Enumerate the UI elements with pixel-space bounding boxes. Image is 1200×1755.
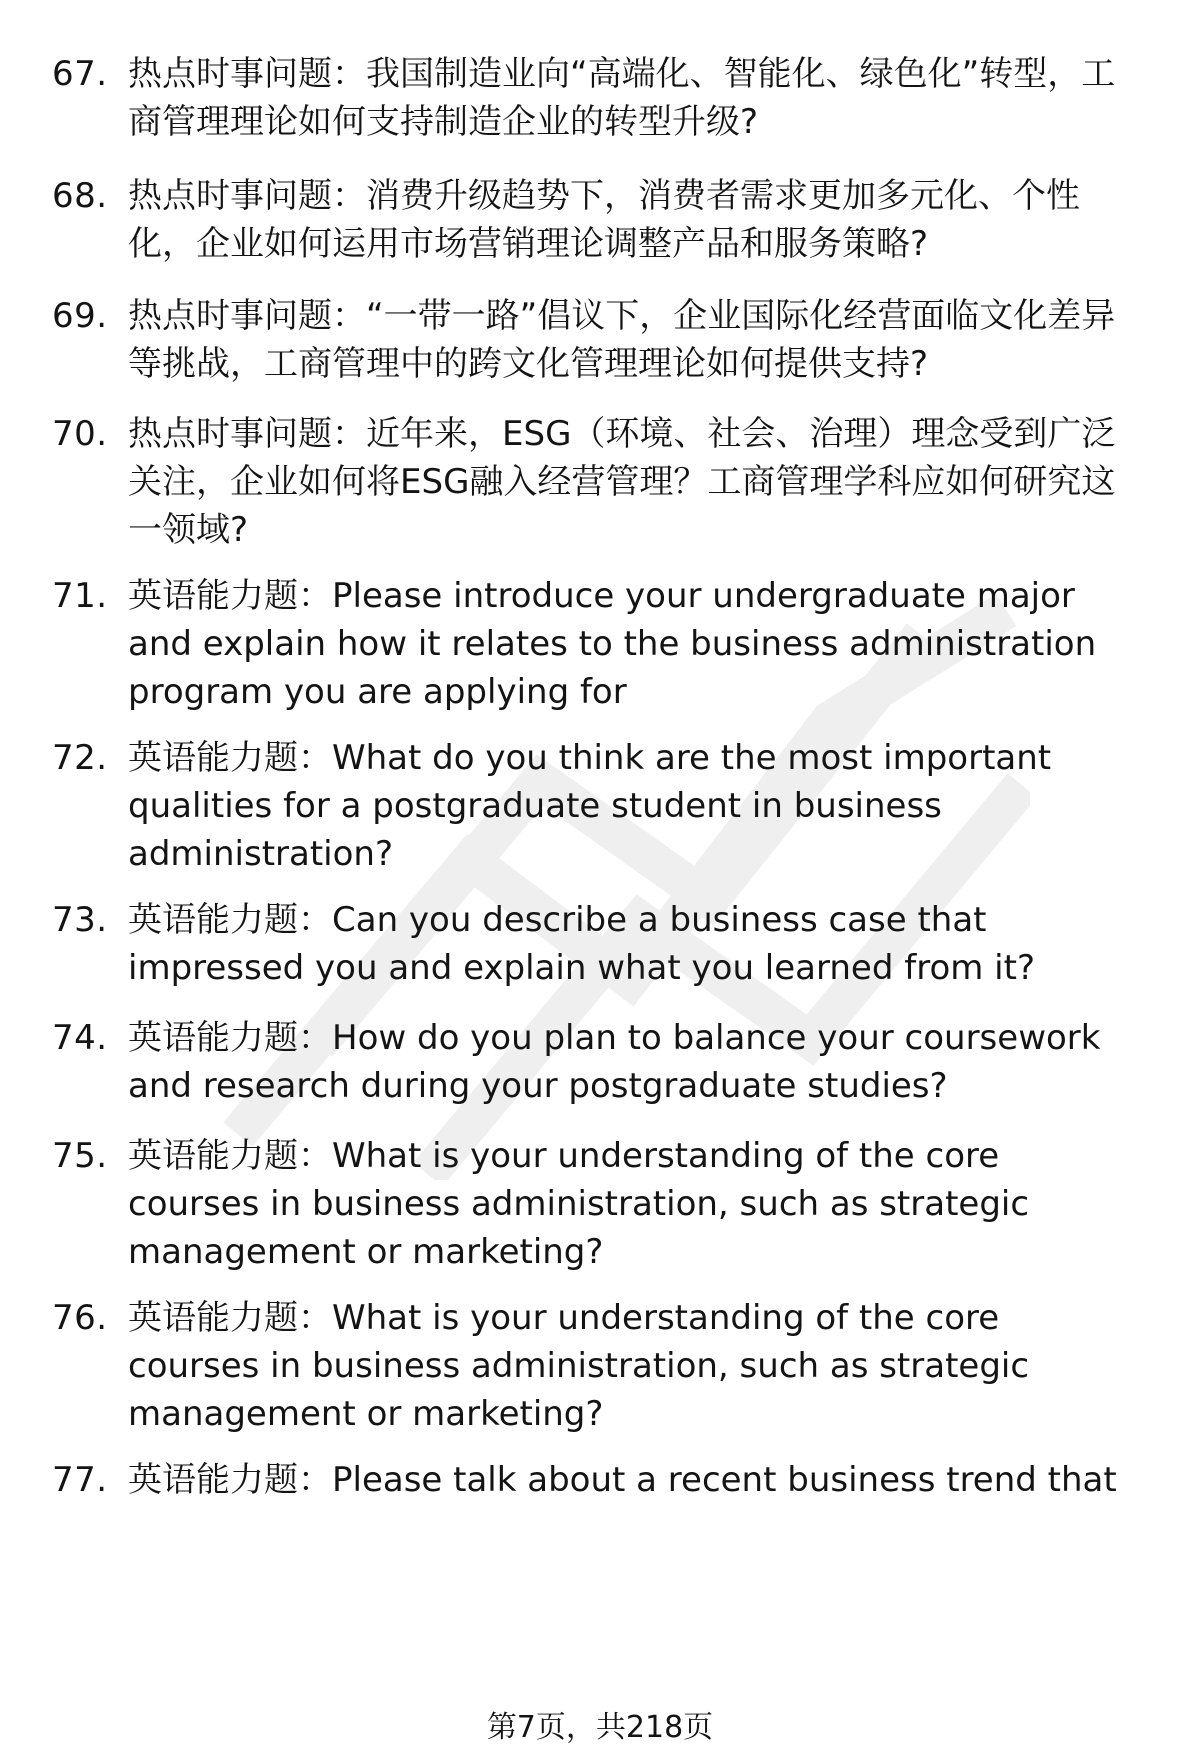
item-number: 74. [52,1018,108,1058]
item-text: 热点时事问题：“一带一路”倡议下，企业国际化经营面临文化差异等挑战，工商管理中的跨文化管理理论如何提供支持? [128,296,1116,384]
item-text: 英语能力题：What is your understanding of the core courses in business administration, such as strategic management or marketing? [128,1298,1030,1434]
item-number: 73. [52,900,108,940]
item-number: 67. [52,54,108,94]
item-number: 71. [52,576,108,616]
page-number-footer: 第7页，共218页 [486,1710,714,1745]
item-number: 70. [52,414,108,454]
item-text: 英语能力题：What do you think are the most important qualities for a postgraduate student in business administration? [128,738,1052,874]
item-text: 英语能力题：Please introduce your undergraduate major and explain how it relates to the business administration program you are applying for [128,576,1097,712]
item-text: 英语能力题：Please talk about a recent business trend that [128,1460,1117,1500]
item-number: 76. [52,1298,108,1338]
item-text: 英语能力题：What is your understanding of the core courses in business administration, such as strategic management or marketing? [128,1136,1030,1272]
item-number: 75. [52,1136,108,1176]
item-number: 72. [52,738,108,778]
item-text: 热点时事问题：我国制造业向“高端化、智能化、绿色化”转型，工商管理理论如何支持制造企业的转型升级? [128,54,1116,142]
item-number: 77. [52,1460,108,1500]
item-text: 英语能力题：How do you plan to balance your coursework and research during your postgraduate studies? [128,1018,1101,1106]
item-text: 热点时事问题：消费升级趋势下，消费者需求更加多元化、个性化，企业如何运用市场营销理论调整产品和服务策略? [128,176,1080,264]
item-text: 英语能力题：Can you describe a business case that impressed you and explain what you learned from it? [128,900,1035,988]
item-text: 热点时事问题：近年来，ESG（环境、社会、治理）理念受到广泛关注，企业如何将ESG融入经营管理？工商管理学科应如何研究这一领域? [128,414,1116,550]
item-number: 68. [52,176,108,216]
item-number: 69. [52,296,108,336]
